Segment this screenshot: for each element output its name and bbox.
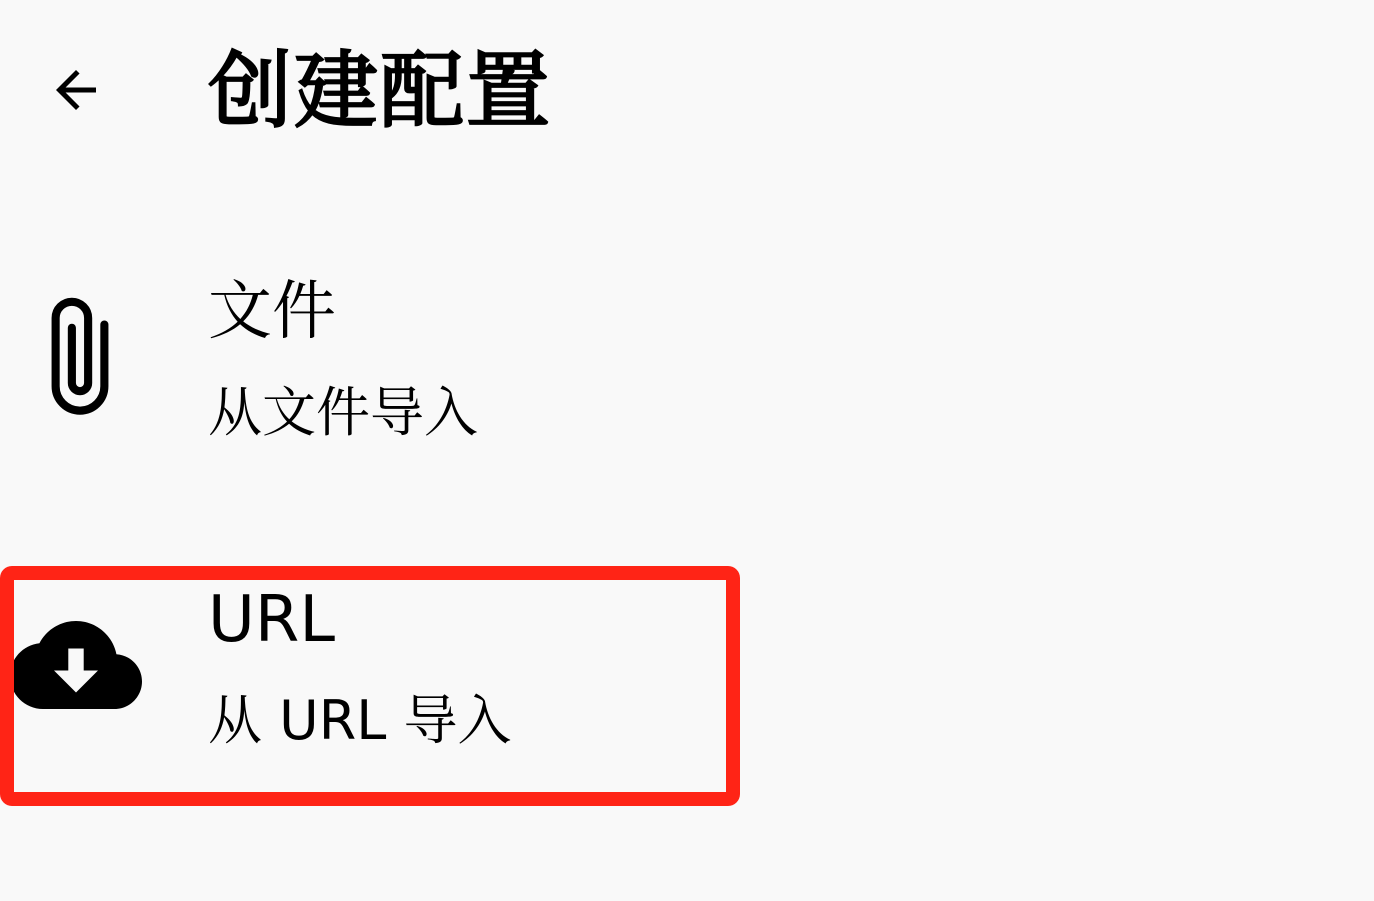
cloud-download-icon <box>10 610 142 720</box>
import-from-file-item[interactable] <box>0 262 760 462</box>
arrow-left-icon <box>46 60 106 120</box>
import-from-url-item[interactable] <box>0 570 760 810</box>
back-button[interactable] <box>30 44 122 136</box>
item-title: URL <box>208 583 335 657</box>
top-app-bar <box>0 0 1374 180</box>
item-title: 文件 <box>208 275 336 349</box>
item-subtitle: 从文件导入 <box>208 381 478 444</box>
item-subtitle: 从 URL 导入 <box>208 689 512 752</box>
page-title: 创建配置 <box>208 42 553 140</box>
paperclip-icon <box>30 292 130 422</box>
